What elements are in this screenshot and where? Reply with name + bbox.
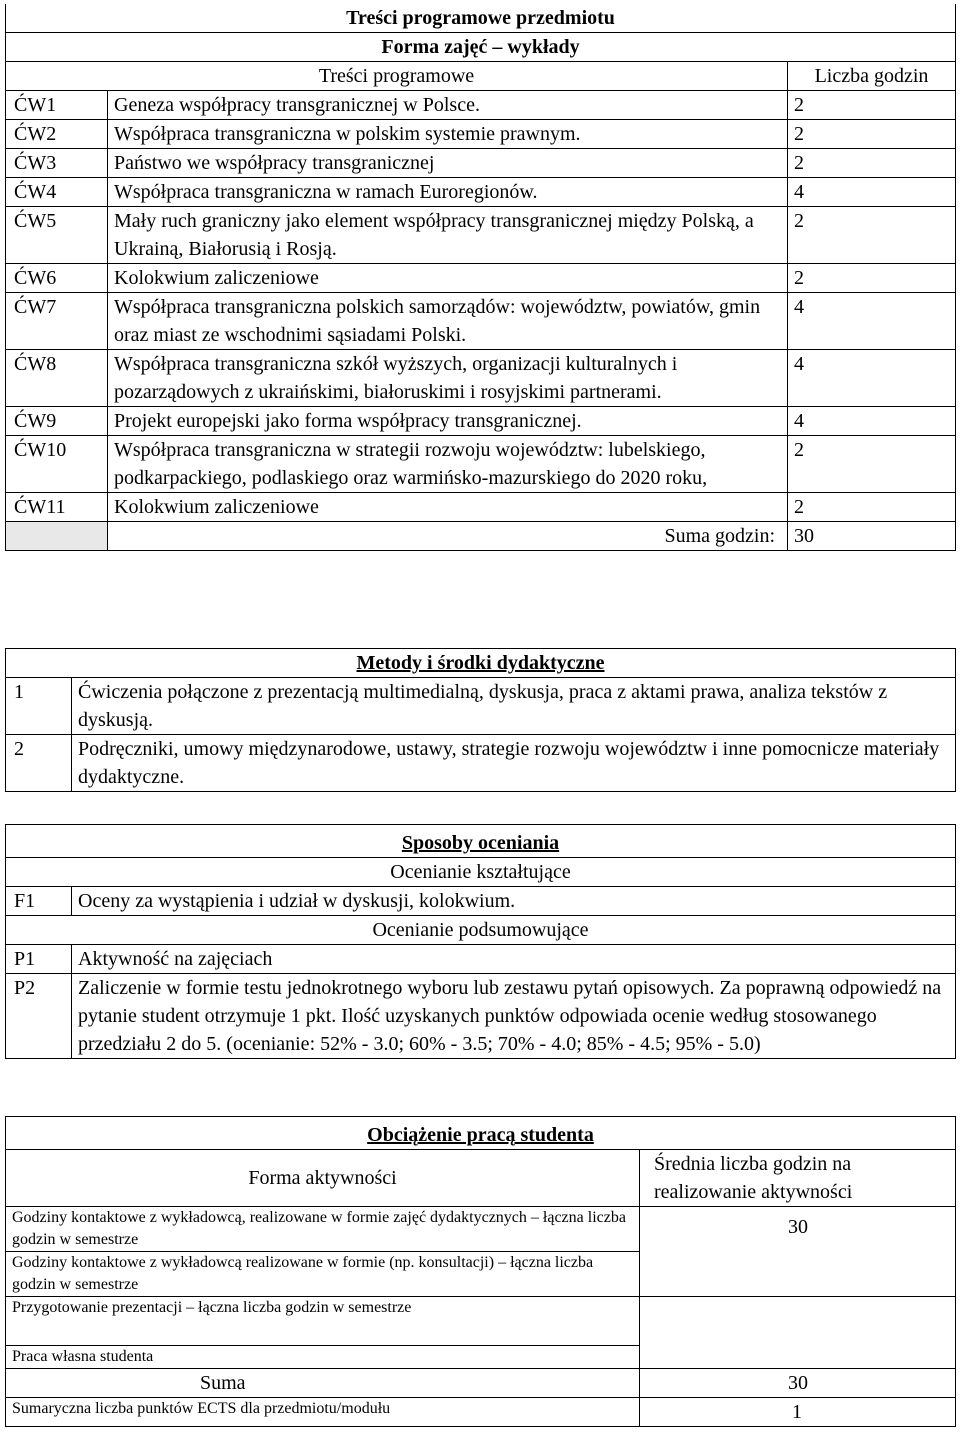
- table-row: [6, 678, 956, 735]
- workload-row-contact: Godziny kontaktowe z wykładowcą, realizowane w formie zajęć dydaktycznych – łączna liczba godzin w semestrze: [6, 1207, 640, 1252]
- program-col-hours: Liczba godzin: [788, 62, 956, 91]
- row-text: Podręczniki, umowy międzynarodowe, ustawy, strategie rozwoju województw i inne pomocnicze materiały dydaktyczne.: [72, 735, 956, 792]
- row-text: Kolokwium zaliczeniowe: [108, 264, 788, 293]
- formative-label: Ocenianie kształtujące: [6, 858, 956, 887]
- row-text: Projekt europejski jako forma współpracy transgranicznej.: [108, 407, 788, 436]
- row-hours: 2: [788, 436, 956, 493]
- workload-ects-value: 1: [640, 1398, 956, 1427]
- workload-contact-hours: 30: [640, 1207, 956, 1297]
- methods-table: [5, 648, 956, 792]
- table-row: [6, 91, 956, 120]
- row-code: ĆW2: [6, 120, 108, 149]
- table-row: [6, 735, 956, 792]
- row-hours: 2: [788, 493, 956, 522]
- workload-row-consultations: Godziny kontaktowe z wykładowcą realizowane w formie (np. konsultacji) – łączna liczba godzin w semestrze: [6, 1252, 640, 1297]
- row-code: ĆW11: [6, 493, 108, 522]
- row-text: Ćwiczenia połączone z prezentacją multimedialną, dyskusja, praca z aktami prawa, analiza tekstów z dyskusją.: [72, 678, 956, 735]
- program-col-content: Treści programowe: [6, 62, 788, 91]
- row-hours: 4: [788, 407, 956, 436]
- program-form: Forma zajęć – wykłady: [6, 33, 956, 62]
- row-code: P1: [6, 945, 72, 974]
- row-hours: 2: [788, 207, 956, 264]
- row-text: Aktywność na zajęciach: [72, 945, 956, 974]
- row-code: ĆW5: [6, 207, 108, 264]
- row-hours: 2: [788, 120, 956, 149]
- program-sum-label: Suma godzin:: [108, 522, 788, 551]
- workload-row-own-work: Praca własna studenta: [6, 1346, 640, 1369]
- row-hours: 4: [788, 293, 956, 350]
- table-row: [6, 293, 956, 350]
- row-hours: 2: [788, 91, 956, 120]
- workload-col-activity: Forma aktywności: [6, 1150, 640, 1207]
- row-text: Zaliczenie w formie testu jednokrotnego wyboru lub zestawu pytań opisowych. Za poprawną odpowiedź na pytanie student otrzymuje 1 pkt. Ilość uzyskanych punktów odpowiada ocenie według stosowanego przedziału 2 do 5. (ocenianie: 52% - 3.0; 60% - 3.5; 70% - 4.0; 85% - 4.5; 95% - 5.0): [72, 974, 956, 1059]
- row-hours: 2: [788, 149, 956, 178]
- row-code: ĆW3: [6, 149, 108, 178]
- row-code: ĆW10: [6, 436, 108, 493]
- workload-table: [5, 1116, 956, 1427]
- row-text: Współpraca transgraniczna w strategii rozwoju województw: lubelskiego, podkarpackiego, podlaskiego oraz warmińsko-mazurskiego do 2020 roku,: [108, 436, 788, 493]
- table-row: [6, 945, 956, 974]
- table-row: [6, 436, 956, 493]
- row-text: Współpraca transgraniczna szkół wyższych, organizacji kulturalnych i pozarządowych z ukraińskimi, białoruskimi i rosyjskimi partnerami.: [108, 350, 788, 407]
- table-row: [6, 264, 956, 293]
- row-text: Kolokwium zaliczeniowe: [108, 493, 788, 522]
- methods-title: Metody i środki dydaktyczne: [6, 649, 956, 678]
- program-title: Treści programowe przedmiotu: [6, 4, 956, 33]
- row-hours: 4: [788, 178, 956, 207]
- row-code: ĆW7: [6, 293, 108, 350]
- row-code: ĆW1: [6, 91, 108, 120]
- workload-row-presentation: Przygotowanie prezentacji – łączna liczba godzin w semestrze: [6, 1297, 640, 1346]
- row-code: ĆW6: [6, 264, 108, 293]
- row-hours: 2: [788, 264, 956, 293]
- row-text: Mały ruch graniczny jako element współpracy transgranicznej między Polską, a Ukrainą, Białorusią i Rosją.: [108, 207, 788, 264]
- program-sum-value: 30: [788, 522, 956, 551]
- table-row: [6, 120, 956, 149]
- row-text: Oceny za wystąpienia i udział w dyskusji, kolokwium.: [72, 887, 956, 916]
- sum-blank-cell: [6, 522, 108, 551]
- row-code: F1: [6, 887, 72, 916]
- row-code: ĆW8: [6, 350, 108, 407]
- summative-label: Ocenianie podsumowujące: [6, 916, 956, 945]
- program-table: [5, 4, 956, 551]
- workload-sum-value: 30: [640, 1369, 956, 1398]
- row-text: Współpraca transgraniczna w polskim systemie prawnym.: [108, 120, 788, 149]
- row-hours: 4: [788, 350, 956, 407]
- table-row: [6, 407, 956, 436]
- table-row: [6, 149, 956, 178]
- table-row: [6, 178, 956, 207]
- row-code: ĆW9: [6, 407, 108, 436]
- workload-title: Obciążenie pracą studenta: [6, 1117, 956, 1150]
- row-text: Państwo we współpracy transgranicznej: [108, 149, 788, 178]
- table-row: [6, 974, 956, 1059]
- row-text: Współpraca transgraniczna polskich samorządów: województw, powiatów, gmin oraz miast ze wschodnimi sąsiadami Polski.: [108, 293, 788, 350]
- table-row: [6, 493, 956, 522]
- row-num: 1: [6, 678, 72, 735]
- row-text: Geneza współpracy transgranicznej w Polsce.: [108, 91, 788, 120]
- table-row: [6, 207, 956, 264]
- workload-sum-label: Suma: [6, 1369, 640, 1398]
- row-num: 2: [6, 735, 72, 792]
- assessment-title: Sposoby oceniania: [6, 825, 956, 858]
- row-code: ĆW4: [6, 178, 108, 207]
- workload-col-hours: Średnia liczba godzin na realizowanie aktywności: [640, 1150, 956, 1207]
- table-row: [6, 350, 956, 407]
- workload-ects-label: Sumaryczna liczba punktów ECTS dla przedmiotu/modułu: [6, 1398, 640, 1427]
- workload-blank-cell: [640, 1297, 956, 1369]
- row-code: P2: [6, 974, 72, 1059]
- table-row: [6, 887, 956, 916]
- assessment-table: [5, 824, 956, 1059]
- row-text: Współpraca transgraniczna w ramach Euroregionów.: [108, 178, 788, 207]
